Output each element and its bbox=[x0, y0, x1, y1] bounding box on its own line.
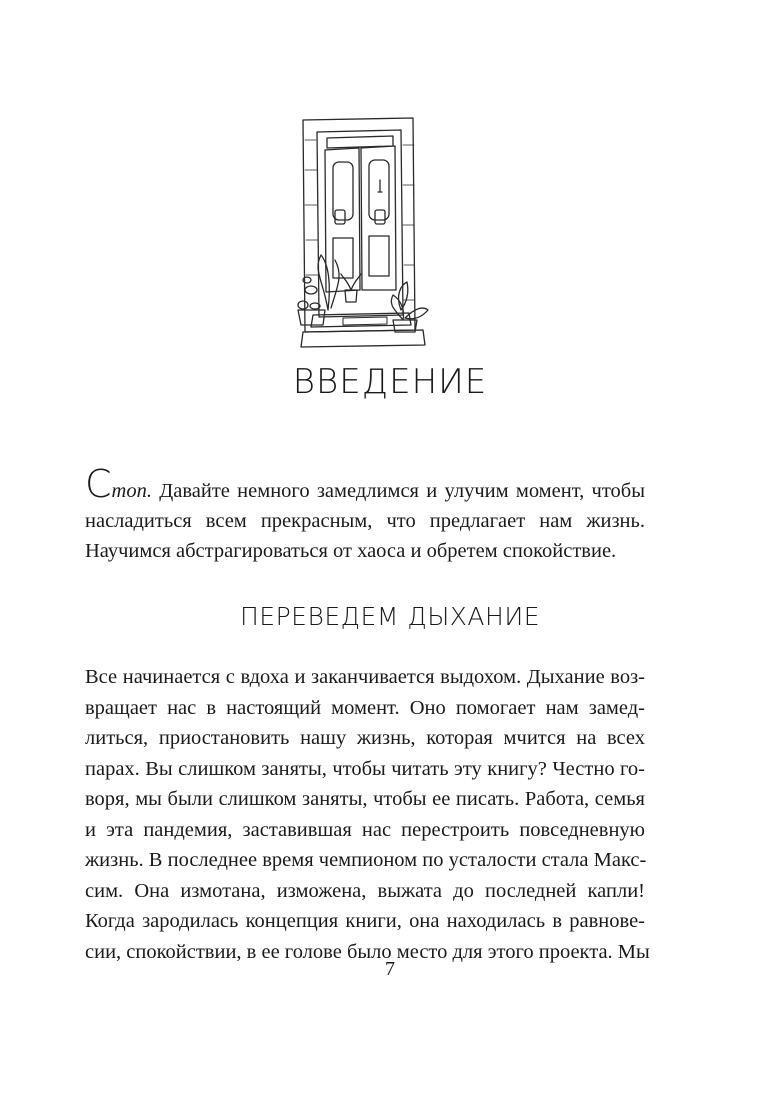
intro-paragraph bbox=[85, 462, 645, 566]
body-line: Все начинается с вдоха и заканчивается выдохом. Дыхание воз- bbox=[85, 666, 645, 688]
page-number: 7 bbox=[385, 958, 395, 980]
page-title: ВВЕДЕНИЕ bbox=[292, 362, 488, 402]
intro-text: Давайте немного замедлимся и улучим момент, чтобы насладиться всем прекрасным, что предлагает нам жизнь. Научимся абстрагироваться от хаоса и обретем спокойствие. bbox=[85, 480, 645, 562]
body-line: Когда зародилась концепция книги, она находилась в равнове- bbox=[85, 910, 645, 932]
body-line: сим. Она измотана, изможена, выжата до последней капли! bbox=[85, 879, 645, 902]
body-line: воря, мы были слишком заняты, чтобы ее писать. Работа, семья bbox=[85, 788, 645, 810]
body-line: жизнь. В последнее время чемпионом по усталости стала Макс- bbox=[85, 849, 647, 871]
section-heading: ПЕРЕВЕДЕМ ДЫХАНИЕ bbox=[239, 602, 541, 631]
body-line: парах. Вы слишком заняты, чтобы читать эту книгу? Честно го- bbox=[85, 757, 645, 780]
body-line: литься, приостановить нашу жизнь, которая мчится на всех bbox=[85, 727, 645, 749]
body-line: сии, спокойствии, в ее голове было место для этого проекта. Мы bbox=[85, 940, 650, 963]
body-line: и эта пандемия, заставившая нас перестроить повседневную bbox=[85, 818, 645, 841]
body-line: вращает нас в настоящий момент. Оно помогает нам замед- bbox=[85, 696, 645, 719]
dropcap-letter: С bbox=[85, 462, 112, 506]
body-paragraph bbox=[85, 662, 650, 967]
door-illustration bbox=[283, 110, 443, 360]
intro-lead-word: топ. bbox=[111, 480, 152, 502]
